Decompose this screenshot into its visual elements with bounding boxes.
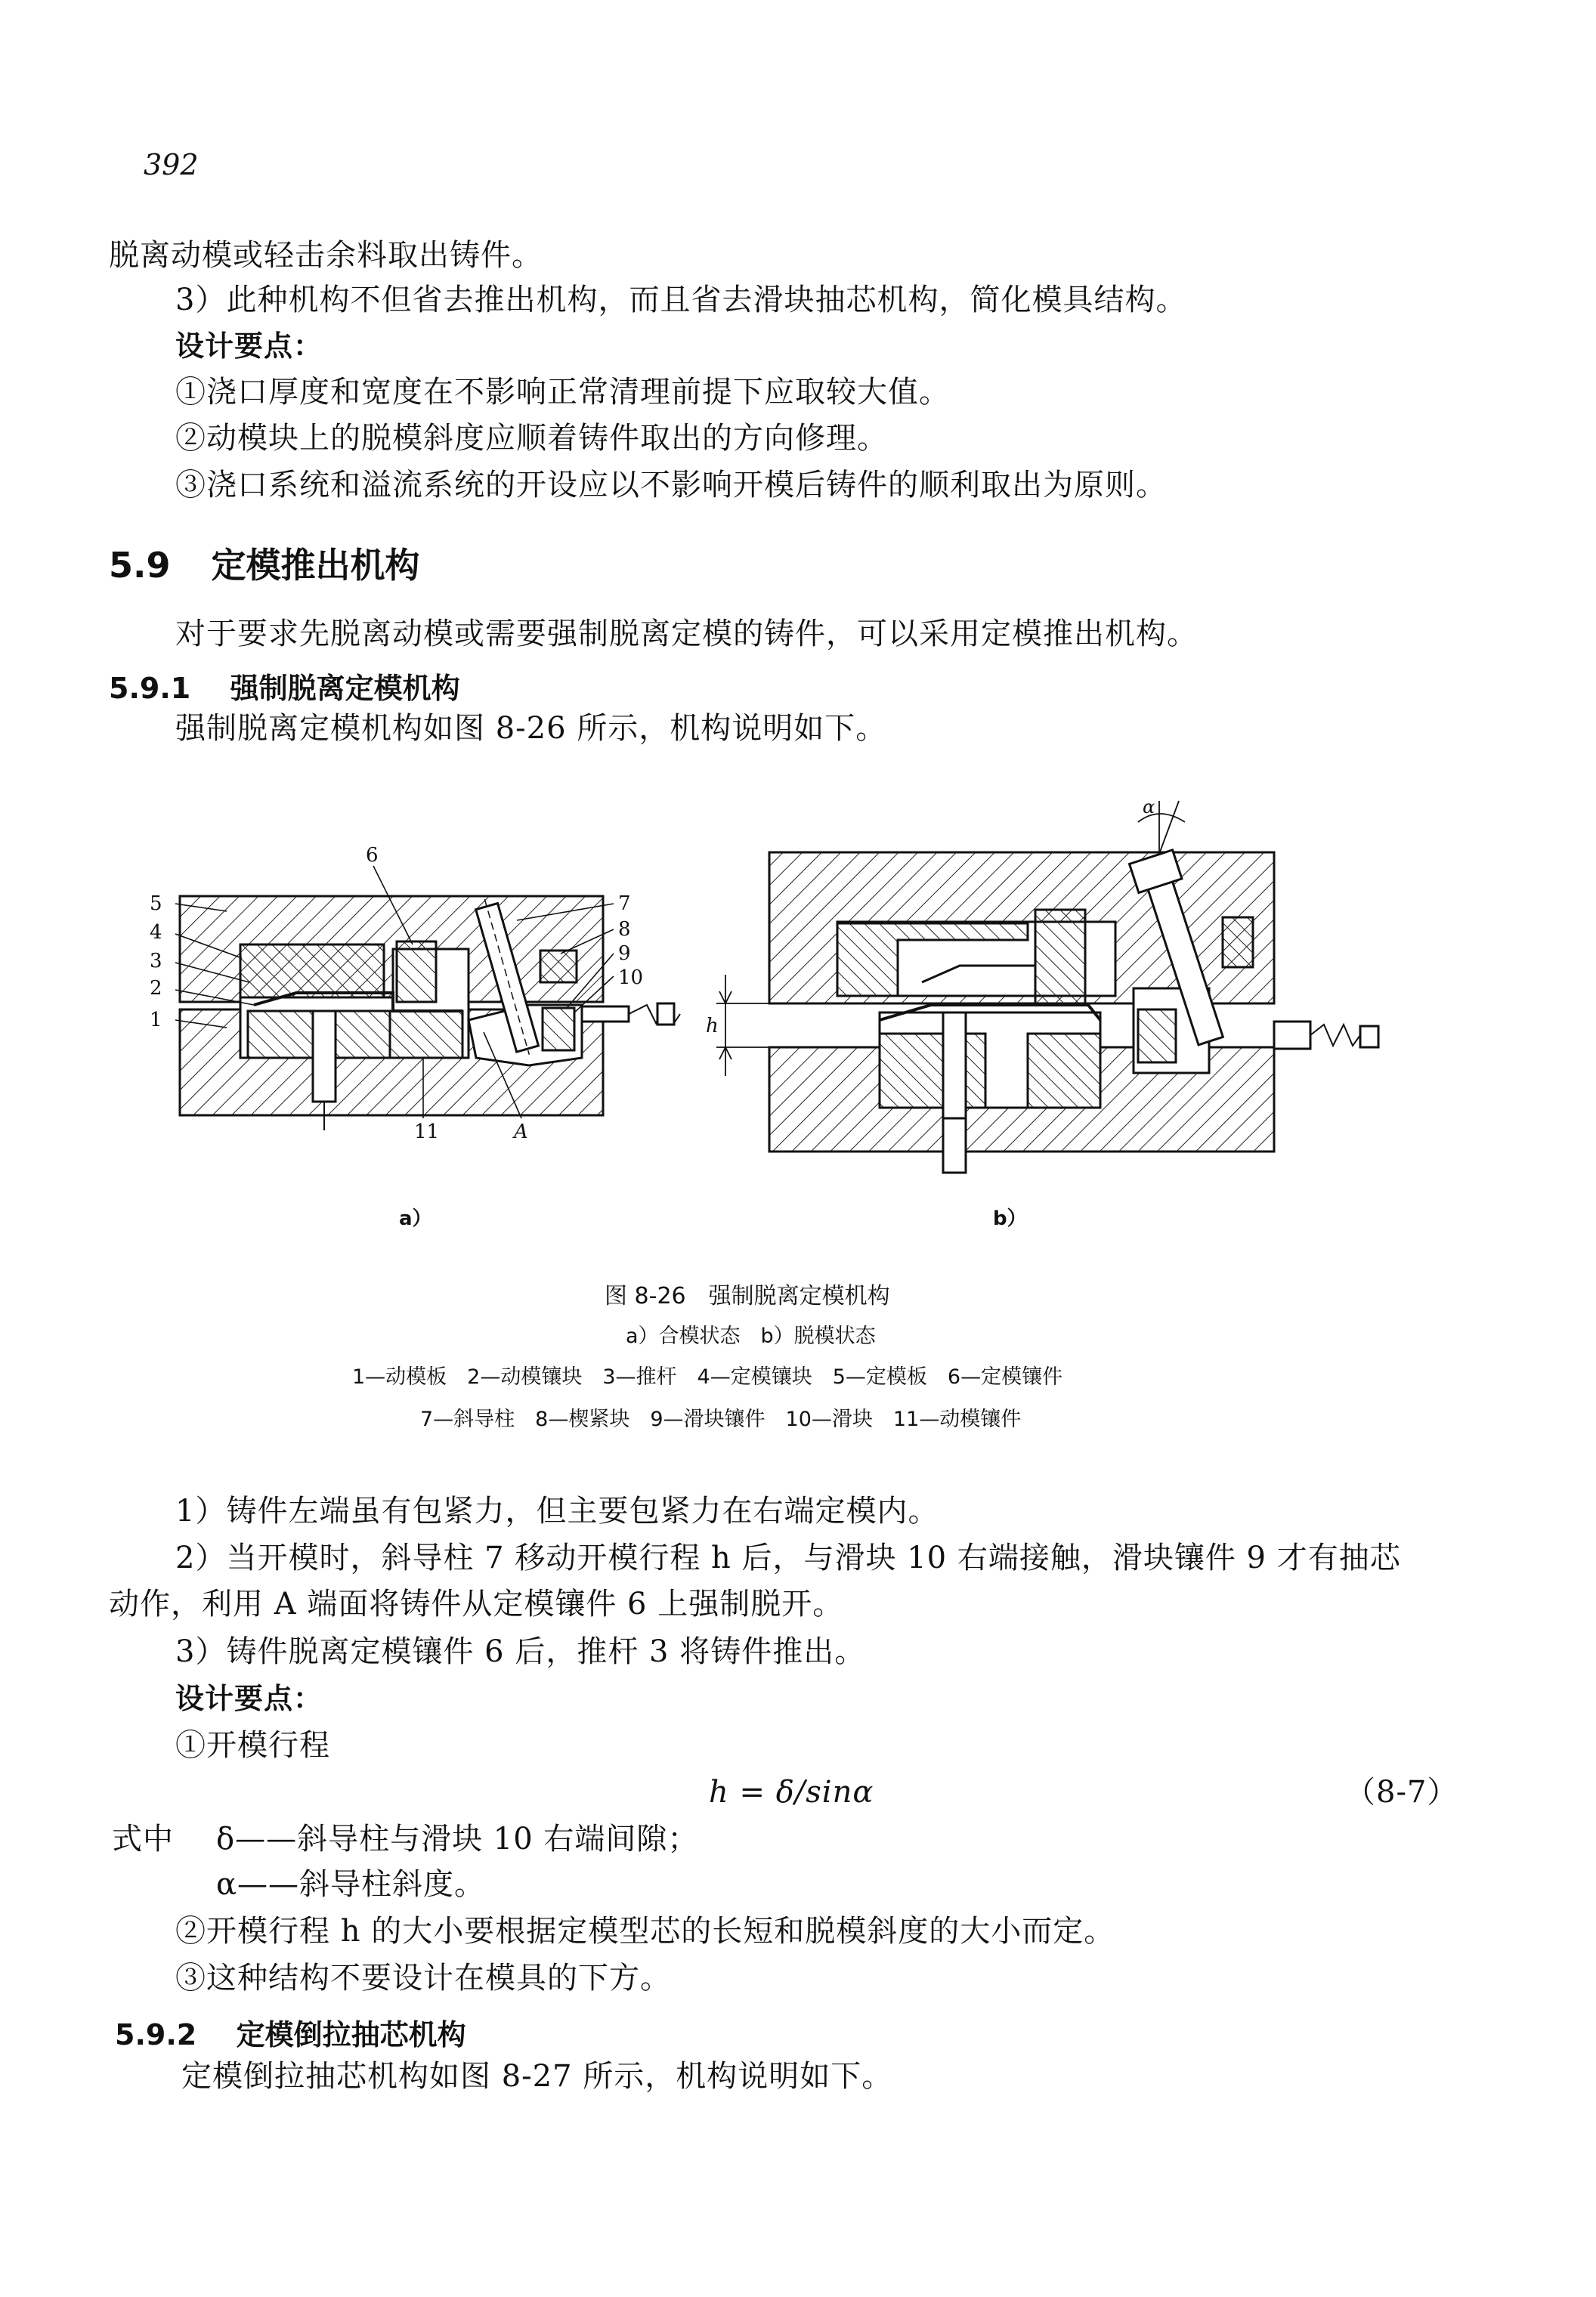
fixed-insert-6b <box>1035 910 1085 1003</box>
subsection-number-2: 5.9.2 <box>115 2018 197 2051</box>
callout-2: 2 <box>150 977 162 1000</box>
callout-8: 8 <box>618 918 631 941</box>
callout-11: 11 <box>414 1121 440 1143</box>
subfigure-label-b: b） <box>993 1207 1027 1230</box>
slide-insert-b <box>1138 1009 1176 1062</box>
explain-1: 1）铸件左端虽有包紧力，但主要包紧力在右端定模内。 <box>175 1494 939 1529</box>
callout-9: 9 <box>618 942 631 965</box>
formula: h = δ/sinα <box>709 1775 874 1810</box>
figure-legend-line-2: 7—斜导柱 8—楔紧块 9—滑块镶件 10—滑块 11—动模镶件 <box>420 1408 1022 1431</box>
where-delta: δ——斜导柱与滑块 10 右端间隙； <box>216 1822 699 1856</box>
wedge-block-8 <box>540 951 577 982</box>
subsection-intro-2: 定模倒拉抽芯机构如图 8-27 所示，机构说明如下。 <box>181 2059 893 2094</box>
paragraph-point-3: 3）此种机构不但省去推出机构，而且省去滑块抽芯机构，简化模具结构。 <box>175 283 1187 317</box>
callout-3: 3 <box>150 950 162 972</box>
design-points-heading-2: 设计要点： <box>175 1682 323 1715</box>
where-alpha: α——斜导柱斜度。 <box>216 1867 486 1902</box>
design-step-2: ②开模行程 h 的大小要根据定模型芯的长短和脱模斜度的大小而定。 <box>175 1914 1115 1949</box>
subfigure-label-a: a） <box>399 1207 432 1230</box>
h-dimension <box>716 975 769 1076</box>
callout-6: 6 <box>366 844 379 867</box>
design-step-1: ①开模行程 <box>175 1728 330 1763</box>
subsection-number: 5.9.1 <box>109 672 191 705</box>
callout-4: 4 <box>150 921 162 944</box>
ejector-pin-b <box>943 1012 966 1118</box>
callout-5: 5 <box>150 892 162 915</box>
subsection-title: 强制脱离定模机构 <box>230 672 460 705</box>
ejector-pin-3 <box>313 1011 336 1102</box>
drawing-a <box>180 896 680 1130</box>
callout-A: A <box>514 1121 528 1143</box>
explain-2b: 动作，利用 A 端面将铸件从定模镶件 6 上强制脱开。 <box>109 1587 844 1622</box>
fixed-insert-6 <box>397 941 436 1002</box>
callout-1: 1 <box>150 1009 162 1031</box>
subsection-heading-5-9-2 <box>115 2011 466 2053</box>
moving-insert-11 <box>390 1011 462 1058</box>
formula-number: （8-7） <box>1345 1775 1458 1810</box>
design-step-3: ③这种结构不要设计在模具的下方。 <box>175 1961 671 1996</box>
design-point-2: ②动模块上的脱模斜度应顺着铸件取出的方向修理。 <box>175 421 888 456</box>
design-points-heading: 设计要点： <box>175 329 323 363</box>
callout-7: 7 <box>618 892 631 915</box>
slide-insert-9 <box>543 1008 574 1050</box>
callout-10: 10 <box>618 966 644 989</box>
fixed-insert-4 <box>240 944 384 997</box>
subsection-intro: 强制脱离定模机构如图 8-26 所示，机构说明如下。 <box>175 711 887 746</box>
design-point-1: ①浇口厚度和宽度在不影响正常清理前提下应取较大值。 <box>175 375 950 410</box>
figure-legend-line-1: 1—动模板 2—动模镶块 3—推杆 4—定模镶块 5—定模板 6—定模镶件 <box>352 1365 1063 1389</box>
figure-caption-subtitle: a）合模状态 b）脱模状态 <box>626 1325 876 1348</box>
angle-alpha: α <box>1143 796 1155 818</box>
subsection-title-2: 定模倒拉抽芯机构 <box>236 2018 466 2051</box>
section-title: 定模推出机构 <box>211 545 420 586</box>
paragraph-continuation: 脱离动模或轻击余料取出铸件。 <box>109 238 543 273</box>
section-number: 5.9 <box>109 545 171 586</box>
explain-3: 3）铸件脱离定模镶件 6 后，推杆 3 将铸件推出。 <box>175 1634 866 1669</box>
wedge-block-b <box>1223 917 1253 967</box>
section-intro: 对于要求先脱离动模或需要强制脱离定模的铸件，可以采用定模推出机构。 <box>175 617 1198 651</box>
where-lead: 式中 <box>112 1822 174 1856</box>
dimension-h: h <box>706 1015 719 1037</box>
drawing-b <box>769 850 1378 1173</box>
figure-caption-title: 图 8-26 强制脱离定模机构 <box>605 1283 890 1309</box>
design-point-3: ③浇口系统和溢流系统的开设应以不影响开模后铸件的顺利取出为原则。 <box>175 468 1167 502</box>
page-number: 392 <box>144 148 199 181</box>
explain-2a: 2）当开模时，斜导柱 7 移动开模行程 h 后，与滑块 10 右端接触，滑块镶件 9 才有抽芯 <box>175 1541 1401 1575</box>
